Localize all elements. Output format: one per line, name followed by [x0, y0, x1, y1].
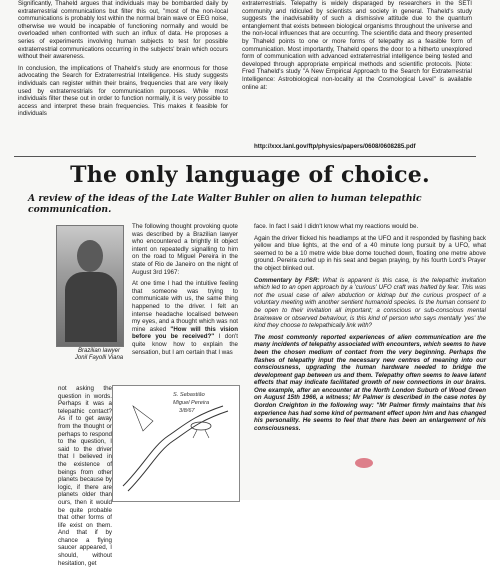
- paper-url: http://xxx.lanl.gov/ftp/physics/papers/0608/0608285.pdf: [254, 143, 416, 150]
- sketch-label-2: Miguel Pereira: [173, 400, 210, 406]
- portrait-photo: [56, 225, 124, 347]
- top-right-column: [242, 0, 472, 95]
- photo-caption-line-1: Brazilian lawyer: [77, 348, 120, 354]
- photo-head: [77, 240, 103, 272]
- article-title: The only language of choice.: [70, 162, 430, 188]
- article-subtitle: A review of the ideas of the Late Walter Buhler on alien to human telepathic communication.: [28, 193, 422, 215]
- right-body-column: [254, 223, 486, 436]
- top-left-paragraph-2: In conclusion, the implications of Thaheld's study are enormous for those advocating the Search for Extraterrestrial Intelligence. His study suggests individuals can register within their brains, frequencies that are very likely used by extraterrestrials for communication purposes. While most individuals filter these out in order to function normally, it is very possible to access and interpret these brain frequencies. This makes it feasible for individuals: [18, 64, 228, 118]
- hand-drawn-map-sketch: [112, 385, 240, 502]
- top-right-paragraph-1: extraterrestrials. Telepathy is widely disparaged by researchers in the SETI community and ridiculed by scientists and society in general. Thaheld's study suggests the inadvisability of such a dismissive attitude due to the quantum entanglement that exists between biological organisms throughout the universe and the non-local influences that are occurring. The scientific data and theory presented by Thaheld points to one or more forms of telepathy as a feasible form of communication. Most importantly, Thaheld opens the door to a hitherto unexplored form of communication with advanced extraterrestrial intelligence being tested and developed through appropriate empirical methods and scientific protocols. [Note: Fred Thaheld's study "A New Empirical Approach to the Search for Extraterrestrial Intelligence: Astrobiological non-locality at the Cosmological Level" is available online at:: [242, 0, 472, 91]
- photo-caption-line-2: Jonil Fayolli Viana: [74, 355, 124, 361]
- red-highlight-mark: [355, 458, 373, 468]
- top-left-paragraph-1: Significantly, Thaheld argues that individuals may be bombarded daily by extraterrestrial communications but filter this out, "most of the non-local communications is probably lost within the normal brain wave or EEG noise, otherwise we would be incapable of functioning normally and would be overloaded when confronted with such an influx of data. He proposes a series of experiments involving human subjects to test for possible extraterrestrial communications occurring in the subjects' brain which occurs without their awareness.: [18, 0, 228, 61]
- commentary-paragraph: [254, 277, 486, 330]
- top-left-column: [18, 0, 228, 122]
- left-body-paragraph-1: The following thought provoking quote was described by a Brazilian lawyer who encountered a brightly lit object intent on repeatedly signalling to him on the road to Miguel Pereira in the state of Rio de Janeiro on the night of August 3rd 1967:: [132, 223, 238, 276]
- photo-caption: [64, 348, 134, 362]
- commentary-text: What is apparent is this case, is the telepathic invitation which led to an open approach by a 'curious' UFO craft was halted by fear. This was not the usual case of alien abduction or kidnap but the curious prospect of a voluntary meeting with another sentient humanoid species. Is the human consent to be open to their invitation all important; a conscious or sub-conscious mental brainwave or observed behaviour, is this kind of person who says mentally 'yes' the kind they choose to telepathically link with?: [254, 276, 486, 330]
- right-body-paragraph-2: Again the driver flicked his headlamps at the UFO and it responded by flashing back yellow and blue lights, at the end of a 40 minute long pursuit by a UFO, what seemed to be a 10 metre wide blue dome touched down, floating one metre above ground. Pereira curled up in his seat and began praying, by his fourth Lord's Prayer the object blinked out.: [254, 234, 486, 272]
- quote-part-a: At one time I had the intuitive feeling that someone was trying to communicate with us, the same thing happened to the driver. I felt an intense headache localised between my eyes, and a thought which was not mine asked: [132, 280, 238, 333]
- section-divider: [14, 156, 476, 157]
- left-body-paragraph-3: not asking the question in words. Perhaps it was a telepathic contact? As if to get away from the thought or perhaps to respond to the question, I said to the driver that I believed in the existence of beings from other planets because by logic, if there are planets older than ours, then it would be quite probable that other forms of life exist on them. And that if by chance a flying saucer appeared, I should, without hesitation, get: [58, 385, 112, 567]
- left-lower-column: [58, 385, 112, 571]
- quote-question: "How will this vision before you be received?": [132, 325, 238, 341]
- right-body-paragraph-3: The most commonly reported experiences of alien communication are the many incidents of telepathy associated with encounters, which seems to have been the chosen medium of contact from the very beginning. Perhaps the flashes of telepathy input the necessary new centres of meaning into our consciousness, upgrading the human hardware needed to bridge the development gap between us and them. Telepathy often seems to leave latent effects that may indicate facilitated growth of new connections in our brains. One example, after an encounter at the North London Suburb of Wood Green on August 15th 1966, a witness; Mr Palmer is described in the case notes by Gordon Creighton in the following way: "Mr Palmer firmly maintains that his experience has had some kind of permanent effect upon him and has changed his personality. He seems to feel that there has been an enlargement of his consciousness.: [254, 333, 486, 432]
- quote-part-b: I don't quite know how to explain the sensation, but I am certain that I was: [132, 333, 238, 356]
- commentary-label: Commentary by FSR:: [254, 276, 320, 284]
- sketch-label-3: 3/8/67: [179, 408, 195, 414]
- left-body-paragraph-2: [132, 280, 238, 356]
- photo-body: [65, 272, 117, 342]
- right-body-paragraph-1: face. In fact I said I didn't know what my reactions would be.: [254, 223, 419, 230]
- sketch-label-1: S. Sebastião: [173, 392, 205, 398]
- left-body-column: [132, 223, 238, 360]
